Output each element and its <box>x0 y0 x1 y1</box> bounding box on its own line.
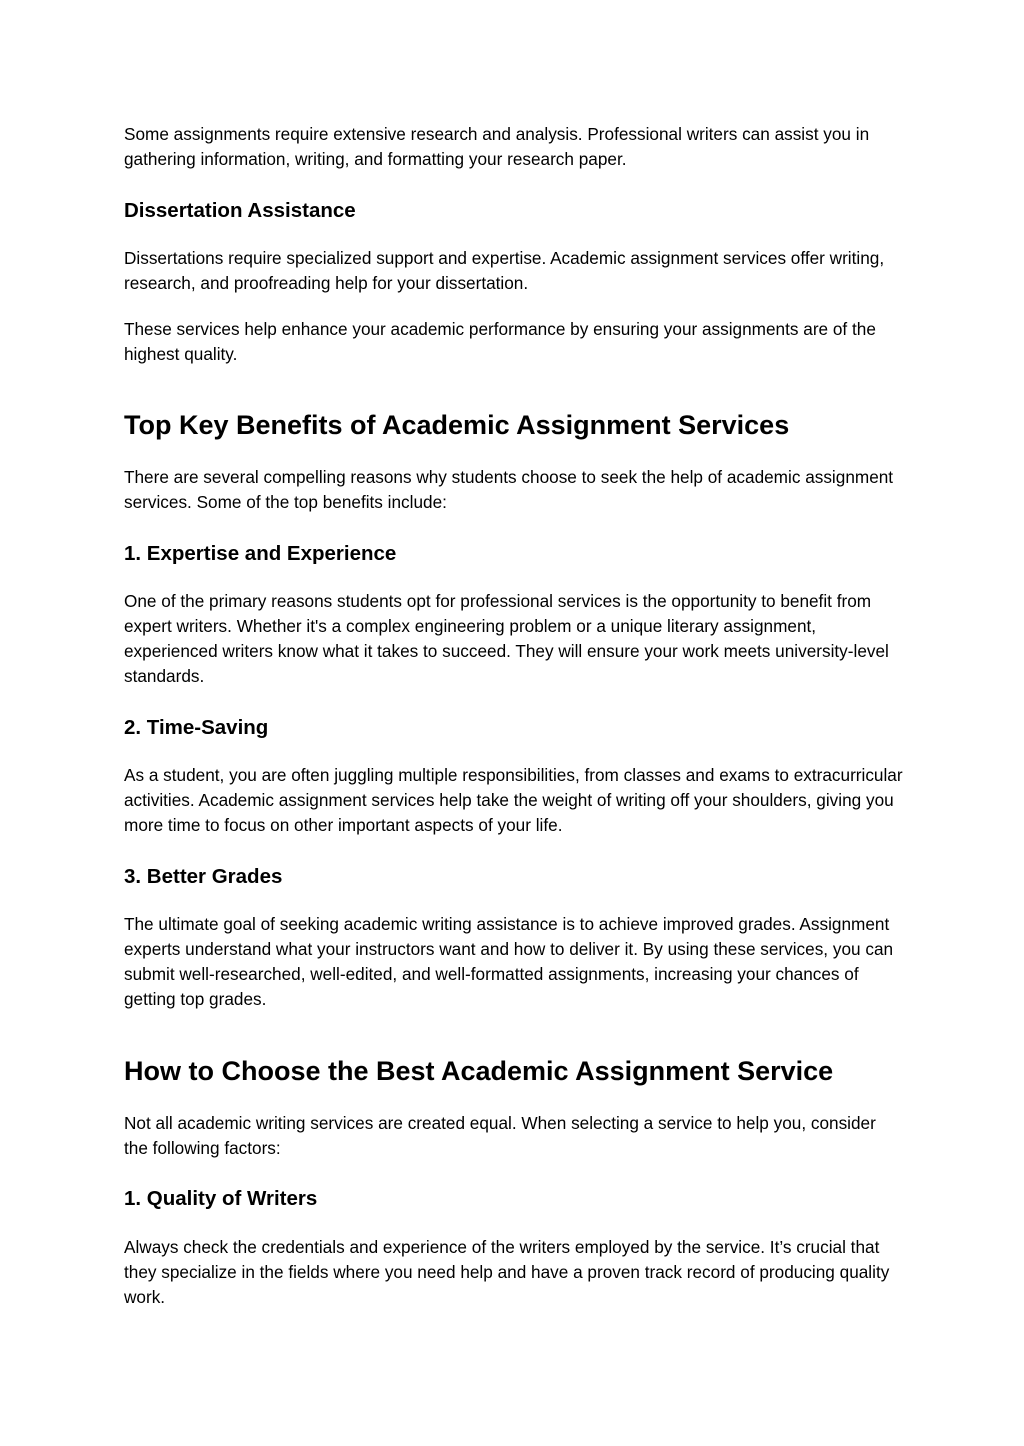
heading-better-grades: 3. Better Grades <box>124 865 283 888</box>
paragraph-research-papers: Some assignments require extensive research and analysis. Professional writers can assist you in gathering information, writing, and formatting your research paper. <box>124 124 870 169</box>
paragraph-dissertations: Dissertations require specialized support and expertise. Academic assignment services offer writing, research, and proofreading help for your dissertation. <box>124 248 885 293</box>
heading-how-to-choose: How to Choose the Best Academic Assignment Service <box>124 1056 834 1086</box>
heading-quality-of-writers: 1. Quality of Writers <box>124 1187 318 1210</box>
paragraph-check-credentials: Always check the credentials and experience of the writers employed by the service. It’s crucial that they specialize in the fields where you need help and have a proven track record of producing quality work. <box>124 1237 890 1307</box>
paragraph-not-all-equal: Not all academic writing services are created equal. When selecting a service to help you, consider the following factors: <box>124 1113 876 1158</box>
paragraph-expert-writers: One of the primary reasons students opt for professional services is the opportunity to benefit from expert writers. Whether it's a complex engineering problem or a unique literary assignment, experienced writers know what it takes to succeed. They will ensure your work meets university-level standards. <box>124 591 889 686</box>
paragraph-ultimate-goal: The ultimate goal of seeking academic writing assistance is to achieve improved grades. Assignment experts understand what your instructors want and how to deliver it. By using these services, you can submit well-researched, well-edited, and well-formatted assignments, increasing your chances of getting top grades. <box>124 914 894 1009</box>
paragraph-juggling: As a student, you are often juggling multiple responsibilities, from classes and exams to extracurricular activities. Academic assignment services help take the weight of writing off your shoulders, giving you more time to focus on other important aspects of your life. <box>124 765 903 835</box>
heading-top-key-benefits: Top Key Benefits of Academic Assignment Services <box>124 410 790 440</box>
heading-time-saving: 2. Time-Saving <box>124 716 269 739</box>
paragraph-services-enhance: These services help enhance your academic performance by ensuring your assignments are of the highest quality. <box>124 319 876 364</box>
paragraph-compelling-reasons: There are several compelling reasons why students choose to seek the help of academic assignment services. Some of the top benefits include: <box>124 467 894 512</box>
heading-dissertation-assistance: Dissertation Assistance <box>124 199 356 222</box>
heading-expertise-experience: 1. Expertise and Experience <box>124 542 397 565</box>
